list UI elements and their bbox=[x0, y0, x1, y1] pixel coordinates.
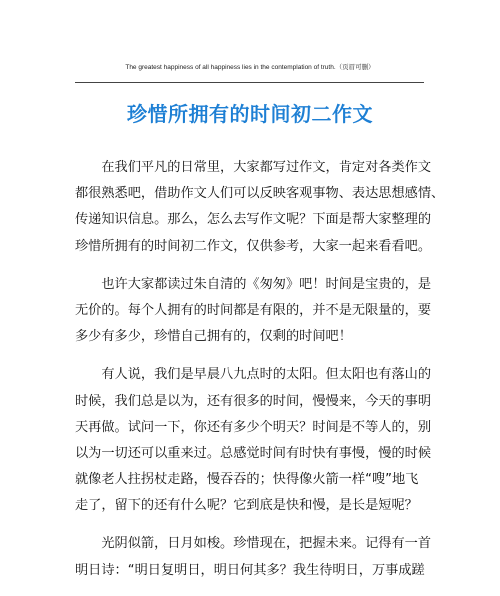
paragraph bbox=[75, 531, 432, 583]
header-divider bbox=[75, 82, 424, 83]
text-line: 就像老人拄拐杖走路，慢吞吞的；快得像火箭一样“嗖”地飞 bbox=[75, 472, 419, 488]
text-line: 多少有多少，珍惜自己拥有的，仅剩的时间吧！ bbox=[75, 329, 352, 345]
paragraph bbox=[75, 272, 432, 351]
text-line: 光阴似箭，日月如梭。珍惜现在，把握未来。记得有一首 bbox=[75, 536, 432, 552]
text-line: 以为一切还可以重来过。总感觉时间有时快有事慢，慢的时候 bbox=[75, 445, 432, 461]
text-line: 无价的。每个人拥有的时间都是有限的，并不是无限量的，要 bbox=[75, 302, 432, 318]
text-line: 明日诗：“明日复明日，明日何其多？我生待明日，万事成蹉 bbox=[75, 562, 425, 578]
text-line: 珍惜所拥有的时间初二作文，仅供参考，大家一起来看看吧。 bbox=[75, 238, 432, 254]
paragraph bbox=[75, 155, 445, 260]
text-line: 在我们平凡的日常里，大家都写过作文，肯定对各类作文 bbox=[75, 160, 432, 175]
text-line: 也许大家都读过朱自清的《匆匆》吧！时间是宝贵的，是 bbox=[75, 276, 432, 292]
document-title: 珍惜所拥有的时间初二作文 bbox=[127, 102, 373, 126]
text-line: 有人说，我们是早晨八九点时的太阳。但太阳也有落山的 bbox=[75, 367, 432, 383]
text-line: 都很熟悉吧，借助作文人们可以反映客观事物、表达思想感情、 bbox=[75, 186, 445, 202]
text-line: 走了，留下的还有什么呢？它到底是快和慢，是长是短呢？ bbox=[75, 498, 418, 514]
page-header: The greatest happiness of all happiness lies in the contemplation of truth.（页眉可删） bbox=[125, 64, 375, 71]
text-line: 天再做。试问一下，你还有多少个明天？时间是不等人的，别 bbox=[75, 419, 432, 435]
text-line: 传递知识信息。那么，怎么去写作文呢？下面是帮大家整理的 bbox=[75, 212, 432, 228]
document-body bbox=[75, 155, 445, 596]
paragraph bbox=[75, 362, 432, 519]
text-line: 时候，我们总是以为，还有很多的时间，慢慢来，今天的事明 bbox=[75, 393, 432, 409]
